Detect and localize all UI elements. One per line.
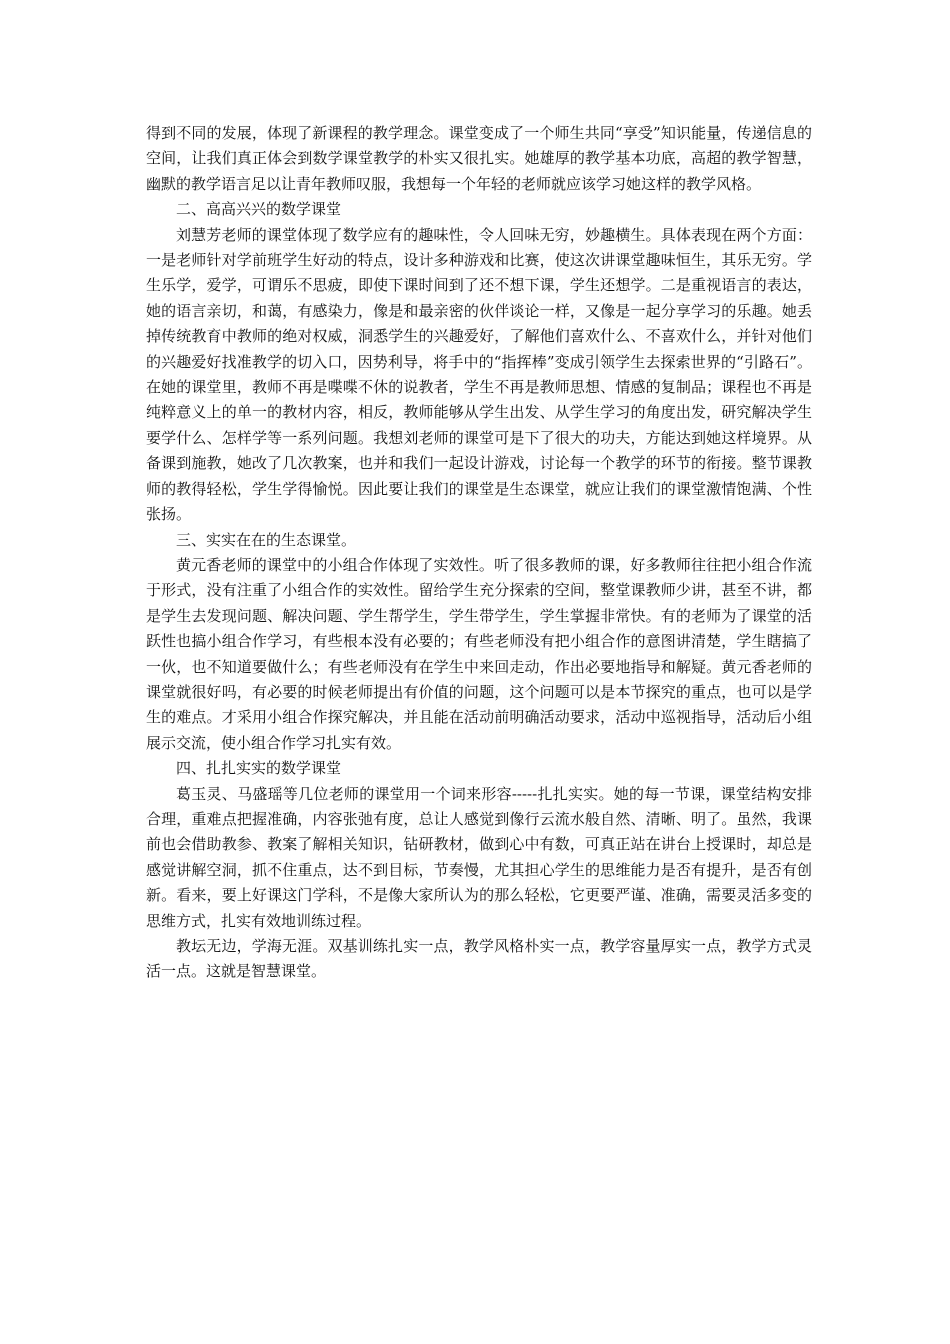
paragraph-section-3: 黄元香老师的课堂中的小组合作体现了实效性。听了很多教师的课，好多教师往往把小组合作流于形式，没有注重了小组合作的实效性。留给学生充分探索的空间，整堂课教师少讲，甚至不讲，都是学生去发现问题、解决问题、学生帮学生，学生带学生，学生掌握非常快。有的老师为了课堂的活跃性也搞小组合作学习，有些根本没有必要的；有些老师没有把小组合作的意图讲清楚，学生瞎搞了一伙，也不知道要做什么；有些老师没有在学生中来回走动，作出必要地指导和解疑。黄元香老师的课堂就很好吗，有必要的时候老师提出有价值的问题，这个问题可以是本节探究的重点，也可以是学生的难点。才采用小组合作探究解决，并且能在活动前明确活动要求，活动中巡视指导，活动后小组展示交流，使小组合作学习扎实有效。 (146, 555, 812, 752)
paragraph-section-2: 刘慧芳老师的课堂体现了数学应有的趣味性，令人回味无穷，妙趣横生。具体表现在两个方面：一是老师针对学前班学生好动的特点，设计多种游戏和比赛，使这次讲课堂趣味恒生，其乐无穷。学生乐学，爱学，可谓乐不思疲，即使下课时间到了还不想下课，学生还想学。二是重视语言的表达，她的语言亲切，和蔼，有感染力，像是和最亲密的伙伴谈论一样，又像是一起分享学习的乐趣。她丢掉传统教育中教师的绝对权威，洞悉学生的兴趣爱好，了解他们喜欢什么、不喜欢什么，并针对他们的兴趣爱好找准教学的切入口，因势利导，将手中的“指挥棒”变成引领学生去探索世界的“引路石”。在她的课堂里，教师不再是喋喋不休的说教者，学生不再是教师思想、情感的复制品；课程也不再是纯粹意义上的单一的教材内容，相反，教师能够从学生出发、从学生学习的角度出发，研究解决学生要学什么、怎样学等一系列问题。我想刘老师的课堂可是下了很大的功夫，方能达到她这样境界。从备课到施教，她改了几次教案，也并和我们一起设计游戏，讨论每一个教学的环节的衔接。整节课教师的教得轻松，学生学得愉悦。因此要让我们的课堂是生态课堂，就应让我们的课堂激情饱满、个性张扬。 (146, 225, 812, 524)
section-heading-3: 三、实实在在的生态课堂。 (176, 530, 357, 549)
paragraph-continued-intro: 得到不同的发展，体现了新课程的教学理念。课堂变成了一个师生共同“享受”知识能量，传递信息的空间，让我们真正体会到数学课堂教学的朴实又很扎实。她雄厚的教学基本功底，高超的教学智慧，幽默的教学语言足以让青年教师叹服，我想每一个年轻的老师就应该学习她这样的教学风格。 (146, 124, 812, 193)
paragraph-section-4: 葛玉灵、马盛瑶等几位老师的课堂用一个词来形容-----扎扎实实。她的每一节课，课堂结构安排合理，重难点把握准确，内容张弛有度，总让人感觉到像行云流水般自然、清晰、明了。虽然，我课前也会借助教参、教案了解相关知识，钻研教材，做到心中有数，可真正站在讲台上授课时，却总是感觉讲解空洞，抓不住重点，达不到目标，节奏慢，尤其担心学生的思维能力是否有提升，是否有创新。看来，要上好课这门学科，不是像大家所认为的那么轻松，它更要严谨、准确，需要灵活多变的思维方式，扎实有效地训练过程。 (146, 784, 812, 930)
section-heading-4: 四、扎扎实实的数学课堂 (176, 759, 342, 778)
section-heading-2: 二、高高兴兴的数学课堂 (176, 200, 342, 219)
paragraph-conclusion: 教坛无边，学海无涯。双基训练扎实一点，教学风格朴实一点，教学容量厚实一点，教学方式灵活一点。这就是智慧课堂。 (146, 937, 812, 981)
document-body (146, 121, 812, 985)
